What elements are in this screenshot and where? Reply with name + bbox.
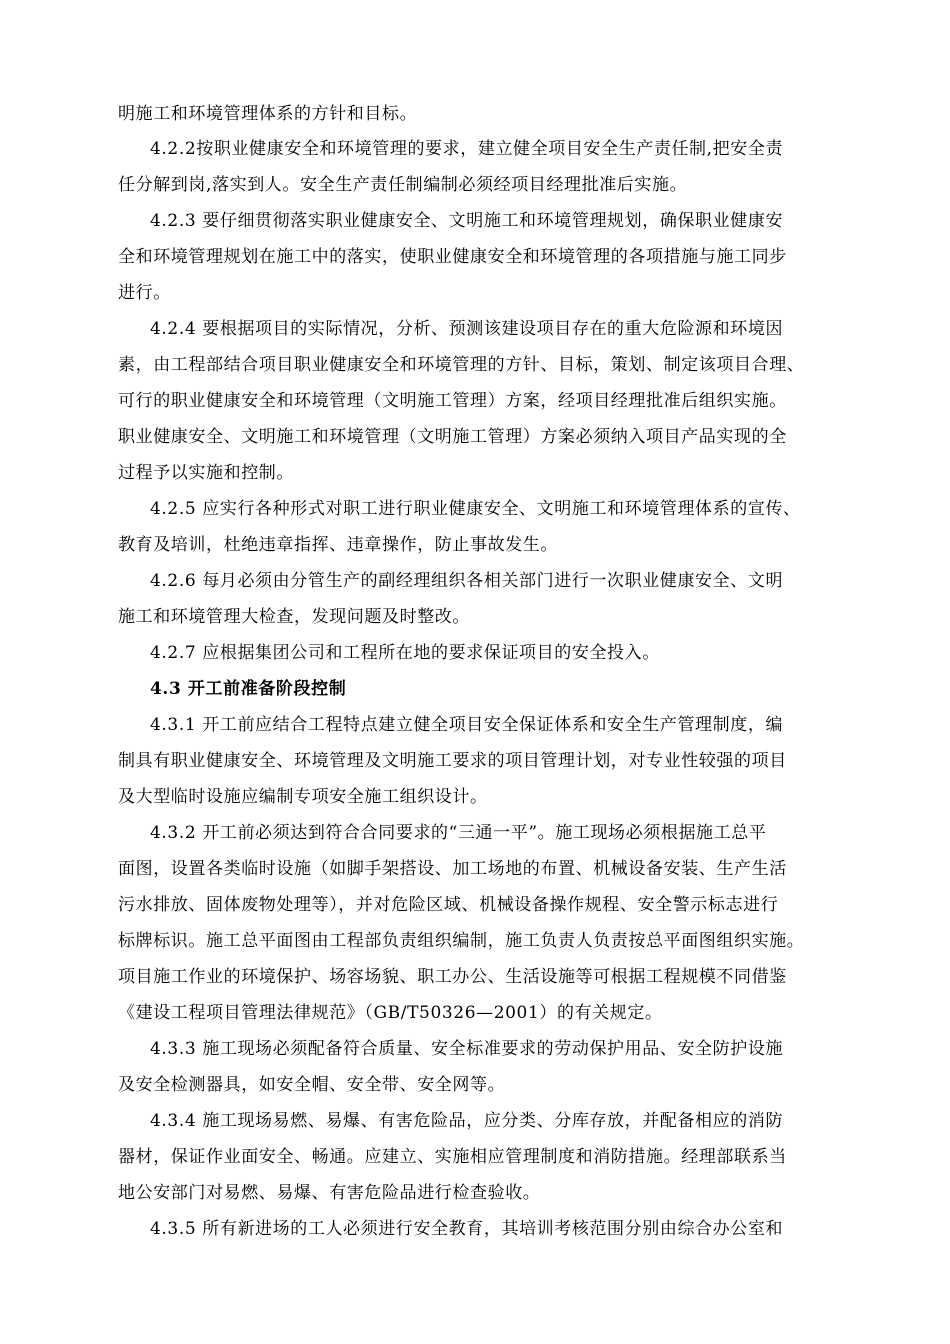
text-line: 任分解到岗,落实到人。安全生产责任制编制必须经项目经理批准后实施。 [118,175,688,195]
text-line: 地公安部门对易燃、易爆、有害危险品进行检查验收。 [118,1183,541,1203]
text-line: 可行的职业健康安全和环境管理（文明施工管理）方案，经项目经理批准后组织实施。 [118,391,787,411]
text-line: 面图，设置各类临时设施（如脚手架搭设、加工场地的布置、机械设备安装、生产生活 [118,859,787,879]
text-line: 及大型临时设施应编制专项安全施工组织设计。 [118,787,488,807]
text-line: 明施工和环境管理体系的方针和目标。 [118,104,418,124]
text-line: 项目施工作业的环境保护、场容场貌、职工办公、生活设施等可根据工程规模不同借鉴 [118,967,787,987]
text-line: 职业健康安全、文明施工和环境管理（文明施工管理）方案必须纳入项目产品实现的全 [118,427,787,447]
text-line: 施工和环境管理大检查，发现问题及时整改。 [118,607,470,627]
text-line: 标牌标识。施工总平面图由工程部负责组织编制，施工负责人负责按总平面图组织实施。 [118,931,805,951]
text-line: 全和环境管理规划在施工中的落实，使职业健康安全和环境管理的各项措施与施工同步 [118,247,787,267]
text-line: 4.2.2按职业健康安全和环境管理的要求，建立健全项目安全生产责任制,把安全责 [150,139,784,159]
text-line: 制具有职业健康安全、环境管理及文明施工要求的项目管理计划，对专业性较强的项目 [118,751,787,771]
text-line: 4.2.7 应根据集团公司和工程所在地的要求保证项目的安全投入。 [150,643,660,663]
text-line: 素，由工程部结合项目职业健康安全和环境管理的方针、目标，策划、制定该项目合理、 [118,355,805,375]
text-line: 4.3.2 开工前必须达到符合合同要求的“三通一平”。施工现场必须根据施工总平 [150,823,767,843]
text-line: 及安全检测器具，如安全帽、安全带、安全网等。 [118,1075,506,1095]
text-line: 4.2.3 要仔细贯彻落实职业健康安全、文明施工和环境管理规划，确保职业健康安 [150,211,784,231]
text-line: 教育及培训，杜绝违章指挥、违章操作，防止事故发生。 [118,535,558,555]
text-line: 4.3.5 所有新进场的工人必须进行安全教育，其培训考核范围分别由综合办公室和 [150,1219,784,1239]
text-line: 4.3.1 开工前应结合工程特点建立健全项目安全保证体系和安全生产管理制度，编 [150,715,784,735]
text-line: 4.3.4 施工现场易燃、易爆、有害危险品，应分类、分库存放，并配备相应的消防 [150,1111,784,1131]
text-line: 4.3.3 施工现场必须配备符合质量、安全标准要求的劳动保护用品、安全防护设施 [150,1039,784,1059]
text-line: 污水排放、固体废物处理等），并对危险区域、机械设备操作规程、安全警示标志进行 [118,895,779,915]
text-line: 4.2.5 应实行各种形式对职工进行职业健康安全、文明施工和环境管理体系的宣传、 [150,499,801,519]
section-heading: 4.3 开工前准备阶段控制 [150,679,347,699]
text-line: 器材，保证作业面安全、畅通。应建立、实施相应管理制度和消防措施。经理部联系当 [118,1147,787,1167]
text-line: 进行。 [118,283,171,303]
text-line: 《建设工程项目管理法律规范》（GB/T50326—2001）的有关规定。 [118,1003,663,1023]
text-line: 4.2.4 要根据项目的实际情况，分析、预测该建设项目存在的重大危险源和环境因 [150,319,784,339]
text-line: 过程予以实施和控制。 [118,463,294,483]
text-line: 4.2.6 每月必须由分管生产的副经理组织各相关部门进行一次职业健康安全、文明 [150,571,784,591]
